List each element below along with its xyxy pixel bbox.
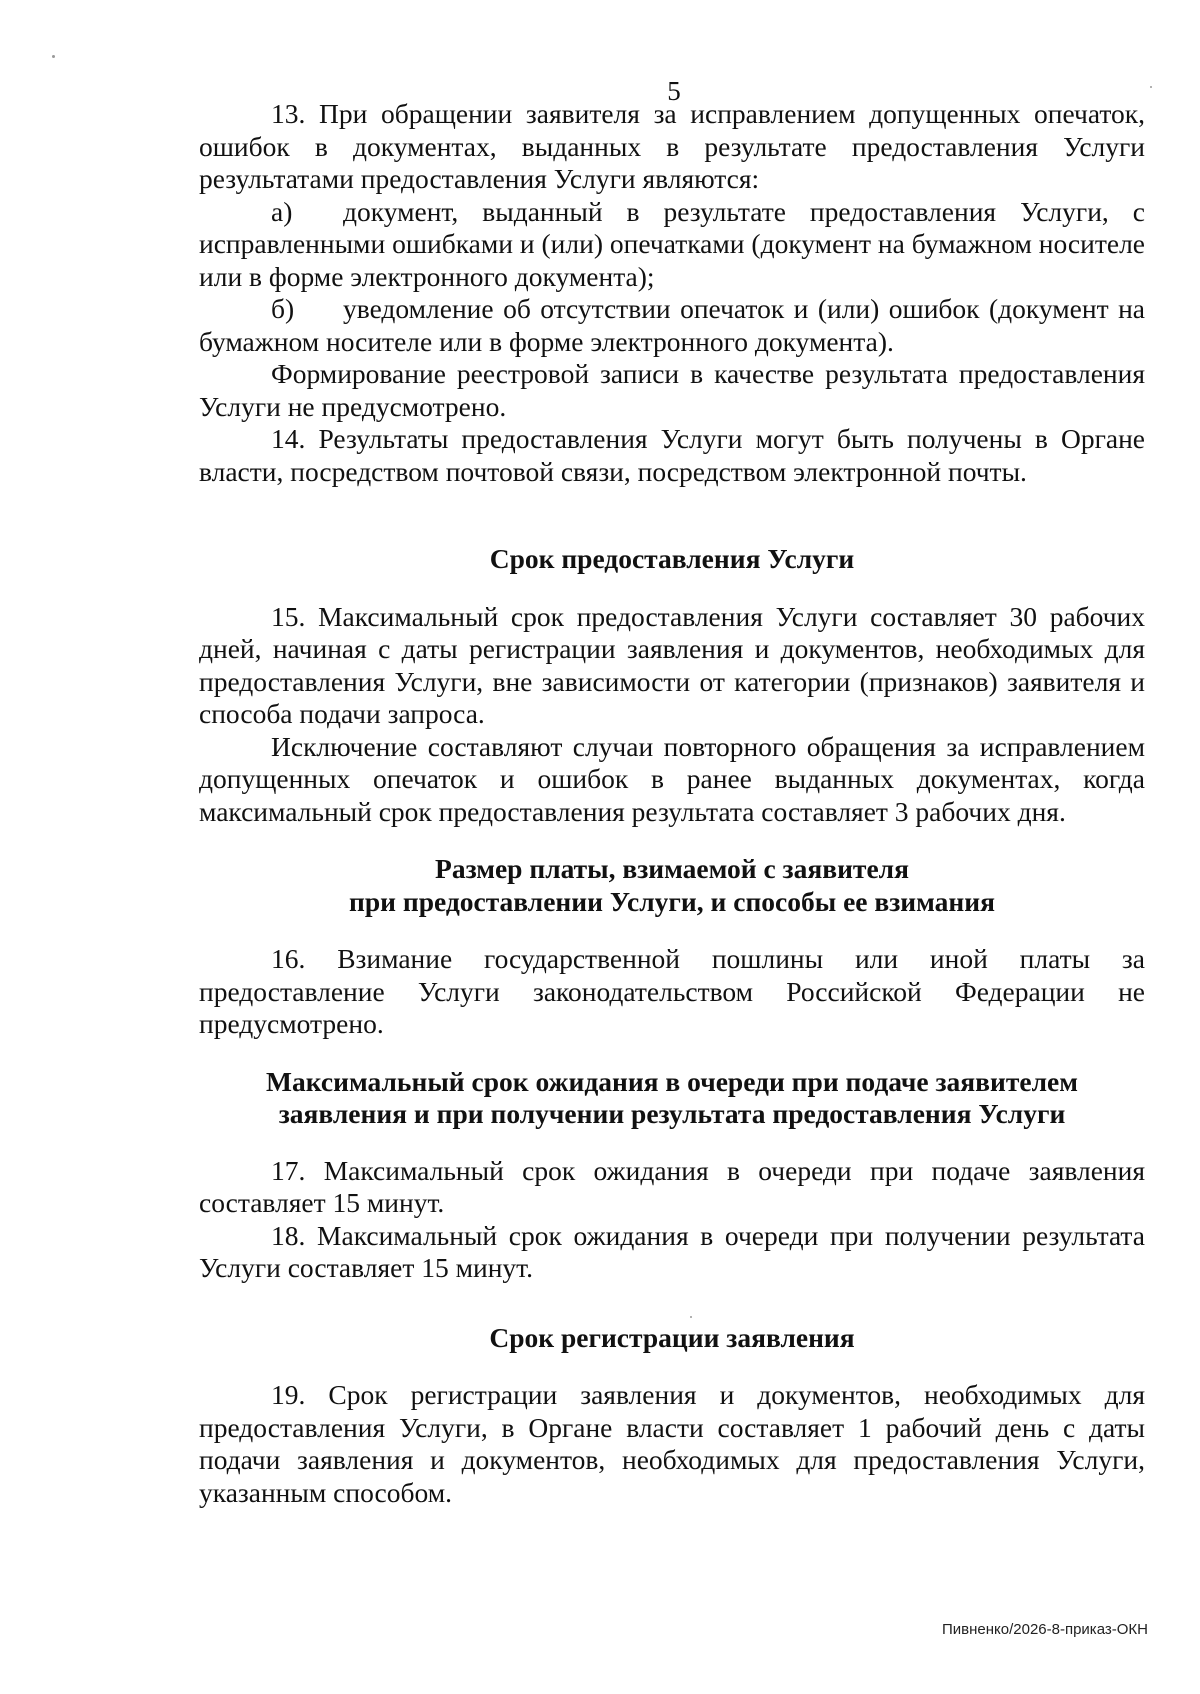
list-item-b [199,293,1145,358]
scan-speck [52,55,55,58]
list-marker-a: а) [271,195,293,227]
document-body [199,98,1145,1509]
paragraph-15: 15. Максимальный срок предоставления Услуги составляет 30 рабочих дней, начиная с даты регистрации заявления и документов, необходимых для предоставления Услуги, вне зависимости от категории (признаков) заявителя и способа подачи запроса. [199,600,1145,729]
page-number: 5 [667,76,681,106]
list-text-a: документ, выданный в результате предоставления Услуги, с исправленными ошибками и (или) опечатками (документ на бумажном носителе или в форме электронного документа); [199,195,1145,292]
paragraph-17: 17. Максимальный срок ожидания в очереди при подаче заявления составляет 15 минут. [199,1154,1145,1218]
heading-queue-line-2: заявления и при получении результата предоставления Услуги [278,1098,1066,1129]
list-text-b: уведомление об отсутствии опечаток и (или) ошибок (документ на бумажном носителе или в форме электронного документа). [199,293,1145,357]
heading-queue-line-1: Максимальный срок ожидания в очереди при подаче заявителем [266,1065,1078,1097]
heading-service-term: Срок предоставления Услуги [489,543,855,574]
heading-registration-term: Срок регистрации заявления [489,1321,855,1353]
paragraph-14: 14. Результаты предоставления Услуги могут быть получены в Органе власти, посредством почтовой связи, посредством электронной почты. [199,423,1145,487]
footer-document-code: Пивненко/2026-8-приказ-ОКН [941,1621,1148,1638]
list-item-a [199,196,1145,294]
list-marker-b: б) [271,293,295,324]
paragraph-19: 19. Срок регистрации заявления и документов, необходимых для предоставления Услуги, в Органе власти составляет 1 рабочий день с даты подачи заявления и документов, необходимых для предоставления Услуги, указанным способом. [199,1379,1145,1508]
paragraph-18: 18. Максимальный срок ожидания в очереди при получении результата Услуги составляет 15 минут. [199,1219,1145,1283]
paragraph-15-exception: Исключение составляют случаи повторного обращения за исправлением допущенных опечаток и ошибок в ранее выданных документах, когда максимальный срок предоставления результата составляет 3 рабочих дня. [199,730,1145,827]
paragraph-13: 13. При обращении заявителя за исправлением допущенных опечаток, ошибок в документах, выданных в результате предоставления Услуги результатами предоставления Услуги являются: [199,98,1145,194]
heading-queue-time [199,1066,1145,1131]
heading-fee [199,853,1145,918]
paragraph-13-registry-note: Формирование реестровой записи в качестве результата предоставления Услуги не предусмотрено. [199,358,1145,422]
heading-fee-line-1: Размер платы, взимаемой с заявителя [435,853,909,884]
paragraph-16: 16. Взимание государственной пошлины или иной платы за предоставление Услуги законодательством Российской Федерации не предусмотрено. [199,943,1145,1039]
heading-fee-line-2: при предоставлении Услуги, и способы ее взимания [349,885,995,917]
